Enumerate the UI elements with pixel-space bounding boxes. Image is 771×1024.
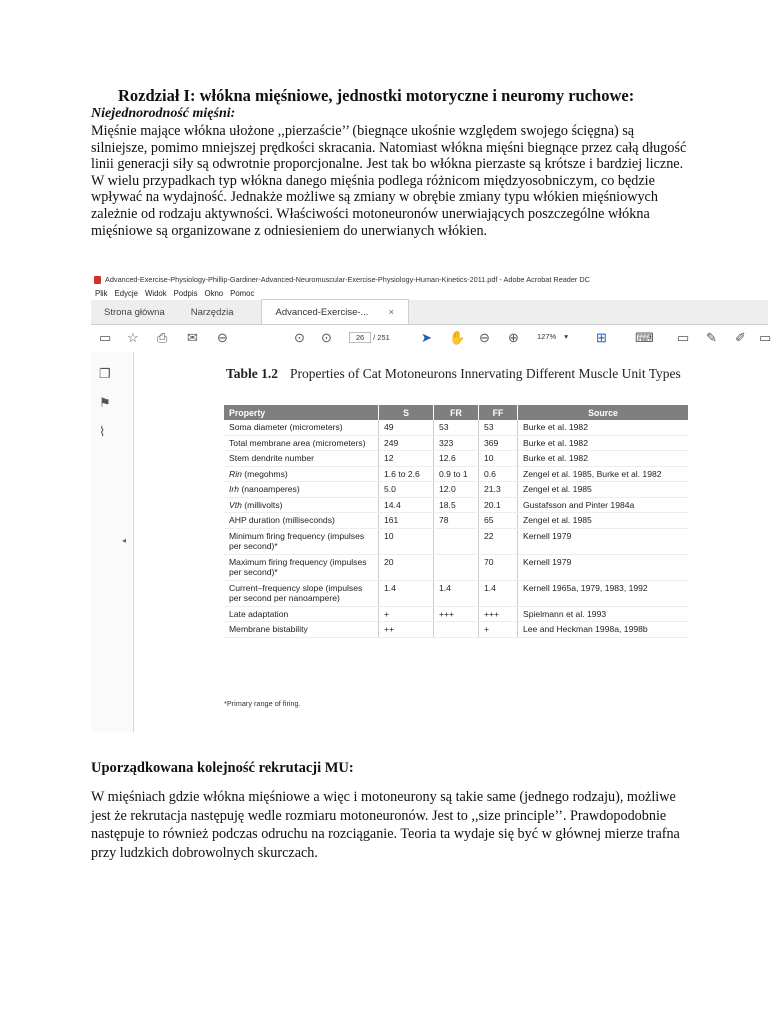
- table-footnote: *Primary range of firing.: [224, 699, 301, 708]
- print-icon[interactable]: ⎙: [157, 330, 168, 345]
- cell-ff: 1.4: [479, 580, 518, 606]
- cell-fr: 18.5: [434, 497, 479, 513]
- cell-fr: 12.6: [434, 451, 479, 467]
- table-row: [224, 554, 688, 580]
- cell-property: Current–frequency slope (impulses per second per nanoampere): [224, 580, 379, 606]
- cell-s: 161: [379, 513, 434, 529]
- cell-s: 1.4: [379, 580, 434, 606]
- table-row: [224, 606, 688, 622]
- cell-source: Gustafsson and Pinter 1984a: [518, 497, 689, 513]
- cell-property: Rin (megohms): [224, 466, 379, 482]
- table-row: [224, 513, 688, 529]
- tab-document-label: Advanced-Exercise-...: [275, 306, 369, 318]
- column-header-property: Property: [224, 405, 379, 420]
- save-icon[interactable]: ▭: [99, 330, 112, 345]
- cell-fr: 0.9 to 1: [434, 466, 479, 482]
- cell-fr: 12.0: [434, 482, 479, 498]
- zoom-value: 127%: [537, 332, 557, 341]
- cell-property: Soma diameter (micrometers): [224, 420, 379, 435]
- cell-property: Late adaptation: [224, 606, 379, 622]
- cell-ff: 21.3: [479, 482, 518, 498]
- cell-ff: 20.1: [479, 497, 518, 513]
- chapter-title: Rozdział I: włókna mięśniowe, jednostki motoryczne i neuromy ruchowe:: [118, 86, 635, 105]
- cell-source: Lee and Heckman 1998a, 1998b: [518, 622, 689, 638]
- cell-s: 1.6 to 2.6: [379, 466, 434, 482]
- cell-ff: 65: [479, 513, 518, 529]
- mail-icon[interactable]: ✉: [187, 330, 198, 345]
- cell-fr: [434, 528, 479, 554]
- page-navigator: [349, 332, 390, 343]
- section-heading-heterogeneity: Niejednorodność mięśni:: [91, 106, 236, 121]
- table-row: [224, 451, 688, 467]
- bookmark-star-icon[interactable]: ☆: [127, 330, 139, 345]
- column-header-source: Source: [518, 405, 689, 420]
- cell-ff: 10: [479, 451, 518, 467]
- zoom-out-icon[interactable]: ⊖: [479, 330, 490, 345]
- cell-s: 12: [379, 451, 434, 467]
- paragraph-heterogeneity: Mięśnie mające włókna ułożone ,,pierzaście’’ (biegnące ukośnie względem swojego ścięgna) są silniejsze, pomimo mniejszej prędkości skracania. Natomiast włókna mięśni biegnące przez całą długość linii generacji siły są odwrotnie proporcjonalne. Jest tak bo włókna pierzaste są krótsze i bardziej liczne. W wielu przypadkach typ włókna danego mięśnia podlega różnicom międzyosobniczym, co będzie wpływać na wydajność. Jednakże możliwe są zmiany w obrębie zmiany typu włókien mięśniowych zależnie od rodzaju aktywności. Właściwości motoneuronów unerwiających poszczególne włókna mięśniowe są organizowane z odniesieniem do unerwianych włókien.: [91, 123, 687, 239]
- cell-source: Spielmann et al. 1993: [518, 606, 689, 622]
- page-thumbnails-icon[interactable]: ❐: [99, 366, 111, 381]
- menu-item-file[interactable]: Plik: [95, 289, 108, 298]
- cell-property: Stem dendrite number: [224, 451, 379, 467]
- cell-source: Kernell 1979: [518, 528, 689, 554]
- menu-item-window[interactable]: Okno: [204, 289, 224, 298]
- page-up-icon[interactable]: ⊙: [294, 330, 305, 345]
- section-heading-recruitment: Uporządkowana kolejność rekrutacji MU:: [91, 760, 354, 776]
- column-header-ff: FF: [479, 405, 518, 420]
- select-cursor-icon[interactable]: ➤: [421, 330, 432, 345]
- properties-table: [224, 405, 688, 638]
- collapse-pane-arrow-icon[interactable]: ◂: [122, 536, 127, 545]
- window-titlebar: [91, 272, 768, 287]
- cell-ff: 22: [479, 528, 518, 554]
- tab-bar: [91, 300, 768, 325]
- fit-page-icon[interactable]: ⊞: [596, 330, 607, 345]
- cell-property: Minimum firing frequency (impulses per second)*: [224, 528, 379, 554]
- menu-item-edit[interactable]: Edycje: [114, 289, 138, 298]
- chevron-down-icon: ▾: [564, 332, 569, 341]
- cell-source: Burke et al. 1982: [518, 451, 689, 467]
- cell-s: 249: [379, 435, 434, 451]
- cell-fr: 1.4: [434, 580, 479, 606]
- cell-fr: 78: [434, 513, 479, 529]
- hand-tool-icon[interactable]: ✋: [449, 330, 466, 345]
- cell-ff: 0.6: [479, 466, 518, 482]
- cell-fr: 53: [434, 420, 479, 435]
- cell-ff: 53: [479, 420, 518, 435]
- cell-s: 10: [379, 528, 434, 554]
- draw-icon[interactable]: ✐: [735, 330, 746, 345]
- cell-fr: +++: [434, 606, 479, 622]
- cell-ff: +++: [479, 606, 518, 622]
- column-header-fr: FR: [434, 405, 479, 420]
- cell-s: 14.4: [379, 497, 434, 513]
- pdf-app-icon: [94, 276, 101, 284]
- cell-source: Burke et al. 1982: [518, 435, 689, 451]
- zoom-level[interactable]: [537, 332, 568, 341]
- zoom-search-icon[interactable]: ⊖: [217, 330, 228, 345]
- cell-ff: 369: [479, 435, 518, 451]
- cell-fr: [434, 554, 479, 580]
- cell-s: ++: [379, 622, 434, 638]
- table-row: [224, 420, 688, 435]
- zoom-in-icon[interactable]: ⊕: [508, 330, 519, 345]
- pdf-page-view[interactable]: [134, 352, 768, 732]
- cell-property: Total membrane area (micrometers): [224, 435, 379, 451]
- paragraph-recruitment: W mięśniach gdzie włókna mięśniowe a więc i motoneurony są takie same (jednego rodzaju), możliwe jest że rekrutacja następuję wedle rozmiaru motoneuronów. Jest to ,,size principle’’. Prawdopodobnie następuje to również podczas odruchu na rozciąganie. Teoria ta wydaje się być w głównej mierze trafna przy ludzkich dobrowolnych skurczach.: [91, 789, 680, 861]
- table-row: [224, 528, 688, 554]
- cell-ff: 70: [479, 554, 518, 580]
- page-total: 251: [377, 333, 390, 342]
- comment-icon[interactable]: ▭: [677, 330, 690, 345]
- cell-source: Burke et al. 1982: [518, 420, 689, 435]
- cell-source: Zengel et al. 1985: [518, 482, 689, 498]
- highlight-pen-icon[interactable]: ✎: [706, 330, 717, 345]
- window-title: Advanced-Exercise-Physiology-Phillip-Gardiner-Advanced-Neuromuscular-Exercise-Physiology-Human-Kinetics-2011.pdf - Adobe Acrobat Reader DC: [105, 275, 590, 284]
- menu-item-help[interactable]: Pomoc: [230, 289, 255, 298]
- cell-s: 20: [379, 554, 434, 580]
- cell-source: Zengel et al. 1985, Burke et al. 1982: [518, 466, 689, 482]
- page-down-icon[interactable]: ⊙: [321, 330, 332, 345]
- table-row: [224, 497, 688, 513]
- more-tools-icon[interactable]: ▭: [759, 330, 771, 345]
- cell-source: Kernell 1965a, 1979, 1983, 1992: [518, 580, 689, 606]
- bookmarks-icon[interactable]: ⚑: [99, 395, 111, 410]
- page-separator: /: [373, 333, 376, 342]
- menu-bar: [91, 287, 768, 300]
- close-tab-icon[interactable]: ×: [388, 306, 395, 318]
- cell-fr: 323: [434, 435, 479, 451]
- attachment-paperclip-icon[interactable]: ⌇: [99, 424, 106, 439]
- cell-s: 49: [379, 420, 434, 435]
- menu-item-view[interactable]: Widok: [144, 289, 167, 298]
- tab-document[interactable]: [261, 299, 410, 324]
- table-row: [224, 622, 688, 638]
- cell-fr: [434, 622, 479, 638]
- tab-home[interactable]: Strona główna: [104, 306, 165, 318]
- toolbar: [91, 325, 771, 353]
- cell-property: Vth (millivolts): [224, 497, 379, 513]
- menu-item-sign[interactable]: Podpis: [173, 289, 198, 298]
- table-row: [224, 580, 688, 606]
- column-header-s: S: [379, 405, 434, 420]
- table-header-row: [224, 405, 688, 420]
- table-row: [224, 466, 688, 482]
- table-label: Table 1.2: [226, 366, 279, 381]
- page-number-input[interactable]: 26: [349, 332, 371, 343]
- table-caption: [226, 366, 696, 381]
- cell-s: +: [379, 606, 434, 622]
- cell-property: Maximum firing frequency (impulses per second)*: [224, 554, 379, 580]
- cell-property: Irh (nanoamperes): [224, 482, 379, 498]
- keyboard-icon[interactable]: ⌨: [635, 330, 654, 345]
- tab-tools[interactable]: Narzędzia: [190, 306, 234, 318]
- cell-s: 5.0: [379, 482, 434, 498]
- cell-source: Zengel et al. 1985: [518, 513, 689, 529]
- cell-ff: +: [479, 622, 518, 638]
- left-navigation-rail: [91, 352, 134, 732]
- cell-property: Membrane bistability: [224, 622, 379, 638]
- table-title: Properties of Cat Motoneurons Innervating Different Muscle Unit Types: [290, 366, 681, 381]
- acrobat-screenshot: [91, 272, 771, 732]
- cell-property: AHP duration (milliseconds): [224, 513, 379, 529]
- table-row: [224, 435, 688, 451]
- cell-source: Kernell 1979: [518, 554, 689, 580]
- table-row: [224, 482, 688, 498]
